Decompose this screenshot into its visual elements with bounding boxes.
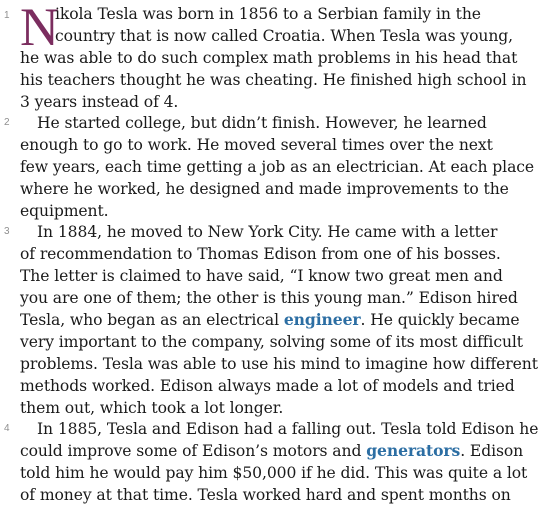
text-segment: could improve some of Edison’s motors and	[20, 442, 367, 460]
text-line: In 1884, he moved to New York City. He came with a letter	[37, 223, 498, 241]
text-line: 3 years instead of 4.	[20, 93, 179, 111]
vocabulary-link-engineer[interactable]: engineer	[283, 310, 361, 329]
text-line: The letter is claimed to have said, “I know two great men and	[20, 267, 503, 285]
text-line: equipment.	[20, 202, 109, 220]
text-line: He started college, but didn’t finish. However, he learned	[37, 114, 487, 132]
paragraph-number-1: 1	[4, 10, 10, 21]
text-segment: Tesla, who began as an electrical	[20, 311, 284, 329]
text-line: country that is now called Croatia. When Tesla was young,	[55, 27, 514, 45]
text-line: where he worked, he designed and made improvements to the	[20, 180, 509, 198]
text-line: In 1885, Tesla and Edison had a falling out. Tesla told Edison he	[37, 420, 538, 438]
paragraph-number-3: 3	[4, 226, 10, 237]
vocabulary-link-generators[interactable]: generators	[366, 441, 461, 460]
text-line: you are one of them; the other is this young man.” Edison hired	[20, 289, 518, 307]
paragraph-number-4: 4	[4, 423, 10, 434]
text-line: he was able to do such complex math problems in his head that	[20, 49, 518, 67]
text-line: of money at that time. Tesla worked hard and spent months on	[20, 486, 511, 504]
text-line	[20, 440, 523, 462]
text-line: methods worked. Edison always made a lot of models and tried	[20, 377, 515, 395]
text-segment: . Edison	[460, 442, 524, 460]
text-line: ikola Tesla was born in 1856 to a Serbian family in the	[55, 5, 481, 23]
text-line: very important to the company, solving some of its most difficult	[20, 333, 523, 351]
text-line: of recommendation to Thomas Edison from one of his bosses.	[20, 245, 501, 263]
text-line: enough to go to work. He moved several times over the next	[20, 136, 493, 154]
text-line: his teachers thought he was cheating. He finished high school in	[20, 71, 527, 89]
text-line: told him he would pay him $50,000 if he did. This was quite a lot	[20, 464, 528, 482]
paragraph-number-2: 2	[4, 117, 10, 128]
text-segment: . He quickly became	[360, 311, 520, 329]
text-line: them out, which took a lot longer.	[20, 399, 284, 417]
text-line	[20, 309, 520, 331]
drop-cap-letter: N	[20, 0, 59, 57]
text-line: few years, each time getting a job as an electrician. At each place	[20, 158, 535, 176]
text-line: problems. Tesla was able to use his mind to imagine how different	[20, 355, 538, 373]
